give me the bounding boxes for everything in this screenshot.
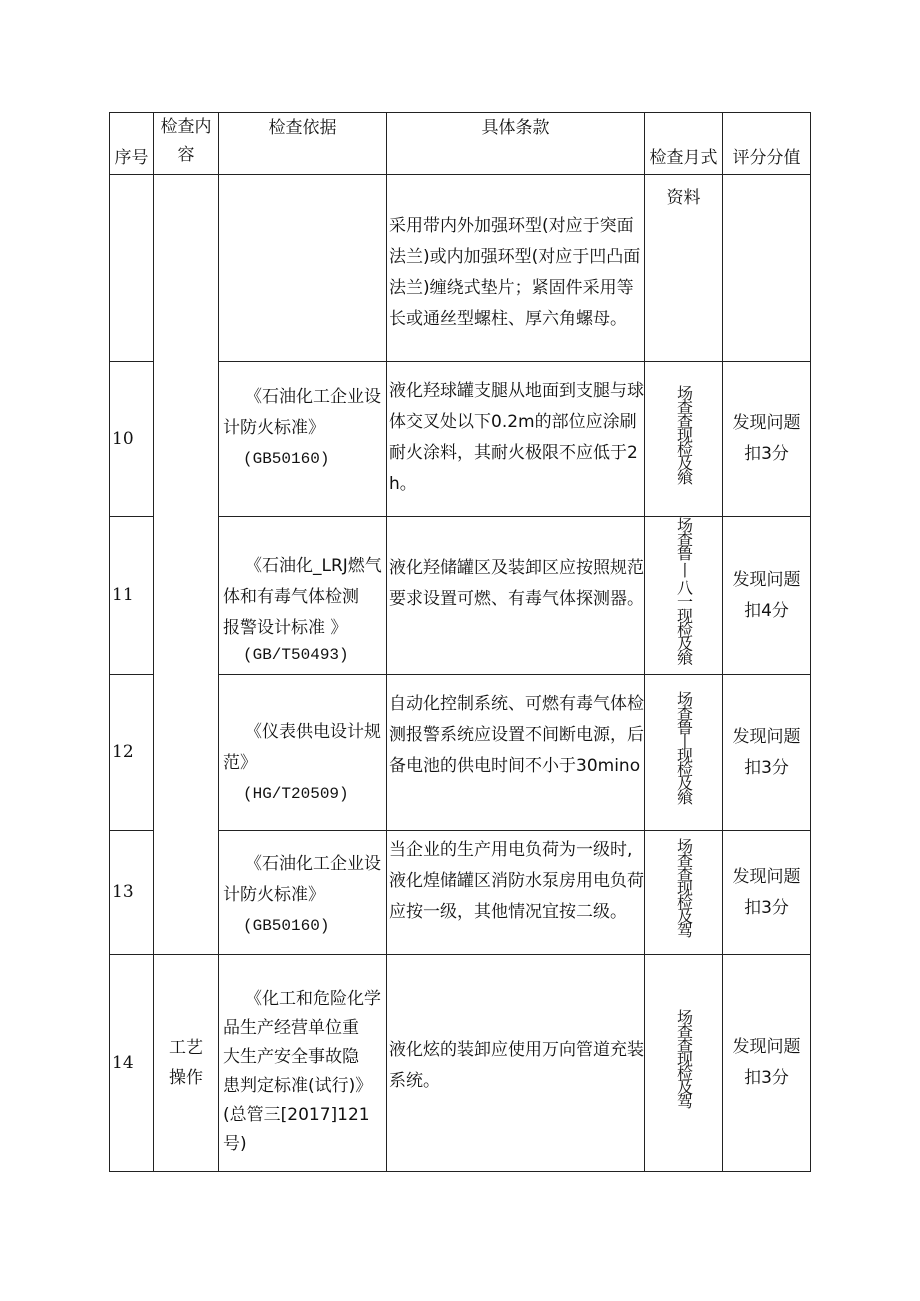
clause-cell: 自动化控制系统、可燃有毒气体检测报警系统应设置不间断电源，后备电池的供电时间不小于30mino xyxy=(387,675,645,831)
seq-cell: 12 xyxy=(110,675,154,831)
clause-cell: 液化羟储罐区及装卸区应按照规范要求设置可燃、有毒气体探测器。 xyxy=(387,517,645,675)
method-cell xyxy=(645,517,723,675)
seq-cell: 13 xyxy=(110,831,154,955)
header-method: 检查月式 xyxy=(645,113,723,175)
basis-line: 《石油化工企业设 xyxy=(245,854,381,875)
score-line: 发现问题 xyxy=(732,413,801,433)
basis-line: 计防火标准》 xyxy=(223,885,325,906)
basis-cell xyxy=(219,517,387,675)
method-text: 场查鲁 丨 八一现检及飨 xyxy=(674,517,694,664)
basis-cell xyxy=(219,175,387,362)
score-cell xyxy=(723,517,811,675)
score-line: 发现问题 xyxy=(732,1037,801,1058)
score-line: 扣3分 xyxy=(744,897,789,918)
header-row xyxy=(110,113,811,175)
score-line: 发现问题 xyxy=(732,726,801,747)
method-text: 场查查现检及飨 xyxy=(674,384,694,483)
seq-cell: 14 xyxy=(110,955,154,1172)
score-cell xyxy=(723,675,811,831)
basis-code: (GB50160) xyxy=(243,450,330,468)
score-line: 扣3分 xyxy=(744,1068,789,1089)
basis-cell xyxy=(219,362,387,517)
content-cell: 工艺操作 xyxy=(154,955,219,1172)
method-cell xyxy=(645,675,723,831)
basis-line: 体和有毒气体检测 xyxy=(223,587,359,607)
basis-code: (GB50160) xyxy=(243,917,330,936)
content-cell-merged xyxy=(154,175,219,955)
basis-line: 《石油化工企业设 xyxy=(245,387,381,407)
clause-cell: 当企业的生产用电负荷为一级时,液化煌储罐区消防水泵房用电负荷应按一级，其他情况宜按二级。 xyxy=(387,831,645,955)
basis-line: 计防火标准》 xyxy=(223,418,325,438)
seq-cell: 10 xyxy=(110,362,154,517)
score-line: 发现问题 xyxy=(732,569,801,590)
basis-code: (HG/T20509) xyxy=(243,785,349,804)
clause-cell: 液化炫的装卸应使用万向管道充装系统。 xyxy=(387,955,645,1172)
basis-line: 患判定标准(试行)》 xyxy=(223,1076,373,1097)
basis-line: (总管三[2017]121 xyxy=(223,1105,370,1126)
basis-code: (GB/T50493) xyxy=(243,646,349,664)
score-line: 扣3分 xyxy=(744,444,789,464)
score-cell xyxy=(723,362,811,517)
clause-cell: 采用带内外加强环型(对应于突面法兰)或内加强环型(对应于凹凸面法兰)缠绕式垫片；紧固件采用等长或通丝型螺柱、厚六角螺母。 xyxy=(387,175,645,362)
basis-cell xyxy=(219,831,387,955)
header-score: 评分分值 xyxy=(723,113,811,175)
basis-line: 范》 xyxy=(223,753,257,774)
basis-line: 品生产经营单位重 xyxy=(223,1018,359,1039)
inspection-table xyxy=(109,112,811,1172)
header-clause: 具体条款 xyxy=(387,113,645,175)
method-text: 场查查现检及驾 xyxy=(674,838,694,937)
score-cell xyxy=(723,955,811,1172)
basis-line: 大生产安全事故隐 xyxy=(223,1047,359,1068)
basis-line: 报警设计标准 》 xyxy=(223,618,348,638)
header-seq: 序号 xyxy=(110,113,154,175)
basis-cell xyxy=(219,955,387,1172)
seq-cell xyxy=(110,175,154,362)
clause-cell: 液化羟球罐支腿从地面到支腿与球体交叉处以下0.2m的部位应涂刷耐火涂料，其耐火极限不应低于2h。 xyxy=(387,362,645,517)
header-content: 检查内容 xyxy=(154,113,219,175)
basis-cell xyxy=(219,675,387,831)
method-cell xyxy=(645,362,723,517)
method-cell: 资料 xyxy=(645,175,723,362)
basis-line: 《化工和危险化学 xyxy=(245,989,381,1010)
basis-line: 《石油化_LRJ燃气 xyxy=(245,556,382,576)
method-cell xyxy=(645,955,723,1172)
score-line: 扣4分 xyxy=(744,600,789,621)
method-cell xyxy=(645,831,723,955)
header-basis: 检查依据 xyxy=(219,113,387,175)
table-row xyxy=(110,955,811,1172)
score-cell xyxy=(723,175,811,362)
basis-line: 号) xyxy=(223,1134,247,1155)
table-row-continued xyxy=(110,175,811,362)
method-text: 场查查现检及驾 xyxy=(674,1008,694,1107)
score-cell xyxy=(723,831,811,955)
score-line: 扣3分 xyxy=(744,757,789,778)
seq-cell: 11 xyxy=(110,517,154,675)
score-line: 发现问题 xyxy=(732,866,801,887)
basis-line: 《仪表供电设计规 xyxy=(245,722,381,743)
method-text: 场查鲁丨现检及飨 xyxy=(674,691,694,804)
